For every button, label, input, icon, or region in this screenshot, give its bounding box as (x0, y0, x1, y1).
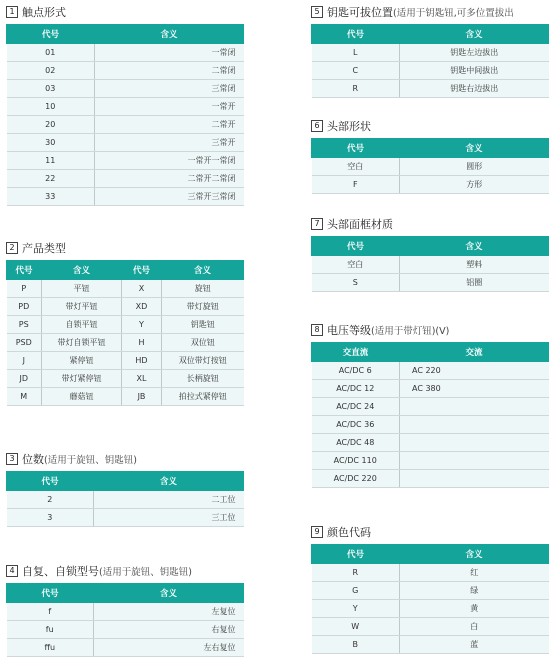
table-row (312, 564, 549, 582)
table-cell: J (7, 352, 42, 370)
table-row (312, 274, 549, 292)
table-header-row (7, 472, 244, 491)
table-cell: 旋钮 (162, 280, 244, 298)
section-positions (6, 451, 244, 527)
table-row (312, 44, 549, 62)
column-header: 交直流 (312, 343, 400, 362)
table-cell: 二常开二常闭 (95, 170, 244, 188)
table-cell: 紧停钮 (42, 352, 122, 370)
table-cell: 钥匙钮 (162, 316, 244, 334)
section-number: 2 (6, 242, 18, 254)
table-row (7, 509, 244, 527)
section-number: 9 (311, 526, 323, 538)
return-lock-table (6, 583, 244, 657)
section-note: (适用于钥匙钮,可多位置拔出 (393, 8, 514, 19)
table-cell: XD (122, 298, 162, 316)
table-cell: JD (7, 370, 42, 388)
table-cell: H (122, 334, 162, 352)
table-cell: 平钮 (42, 280, 122, 298)
table-cell: 10 (7, 98, 95, 116)
product-type-table (6, 260, 244, 406)
table-cell: 30 (7, 134, 95, 152)
table-cell (400, 398, 549, 416)
table-cell: 方形 (400, 176, 549, 194)
table-row (7, 370, 244, 388)
column-header: 代号 (122, 261, 162, 280)
table-cell: 右复位 (94, 621, 244, 639)
section-note: (适用于带灯钮)(V) (371, 326, 450, 337)
table-cell: F (312, 176, 400, 194)
table-cell: 钥匙右边拔出 (400, 80, 549, 98)
table-row (312, 636, 549, 654)
table-cell (400, 452, 549, 470)
table-cell: 空白 (312, 256, 400, 274)
section-title: 颜色代码 (327, 526, 371, 539)
table-header-row (7, 25, 244, 44)
table-row (7, 334, 244, 352)
column-header: 含义 (94, 472, 244, 491)
table-header-row (312, 25, 549, 44)
table-cell: HD (122, 352, 162, 370)
table-cell: Y (312, 600, 400, 618)
table-cell: 左右复位 (94, 639, 244, 657)
table-cell: 二常开 (95, 116, 244, 134)
table-cell: PSD (7, 334, 42, 352)
table-cell: 红 (400, 564, 549, 582)
column-header: 含义 (400, 545, 549, 564)
table-cell: 一常开 (95, 98, 244, 116)
table-cell: 一常开一常闭 (95, 152, 244, 170)
column-header: 代号 (7, 25, 95, 44)
table-cell: 黄 (400, 600, 549, 618)
table-cell: 蘑菇钮 (42, 388, 122, 406)
table-cell: 二工位 (94, 491, 244, 509)
section-note: (适用于旋钮、钥匙钮) (44, 455, 137, 466)
section-title: 触点形式 (22, 6, 66, 19)
column-header: 含义 (400, 139, 549, 158)
section-product-type (6, 240, 244, 406)
table-row (7, 316, 244, 334)
column-header: 含义 (162, 261, 244, 280)
table-row (7, 152, 244, 170)
table-row (7, 188, 244, 206)
table-cell: 带灯紧停钮 (42, 370, 122, 388)
table-row (7, 603, 244, 621)
table-cell: AC/DC 36 (312, 416, 400, 434)
table-row (7, 62, 244, 80)
table-row (312, 618, 549, 636)
column-header: 含义 (400, 237, 549, 256)
column-header: 代号 (7, 472, 94, 491)
table-row (312, 416, 549, 434)
table-row (7, 170, 244, 188)
contact-form-table (6, 24, 244, 206)
section-title: 钥匙可拔位置 (327, 6, 393, 19)
table-cell: 带灯自锁平钮 (42, 334, 122, 352)
table-header-row (312, 343, 549, 362)
table-cell: L (312, 44, 400, 62)
table-cell: AC/DC 24 (312, 398, 400, 416)
table-row (312, 600, 549, 618)
table-row (312, 176, 549, 194)
key-removal-table (311, 24, 549, 98)
section-note: (适用于旋钮、钥匙钮) (99, 567, 192, 578)
table-cell: 左复位 (94, 603, 244, 621)
table-row (312, 256, 549, 274)
section-number: 7 (311, 218, 323, 230)
table-cell: 拍拉式紧停钮 (162, 388, 244, 406)
table-row (7, 98, 244, 116)
table-cell: 33 (7, 188, 95, 206)
table-cell: C (312, 62, 400, 80)
table-row (7, 134, 244, 152)
table-cell: AC/DC 48 (312, 434, 400, 452)
table-cell: 二常闭 (95, 62, 244, 80)
table-cell: f (7, 603, 94, 621)
table-cell: AC/DC 6 (312, 362, 400, 380)
section-key-removal (311, 4, 549, 98)
section-title: 电压等级 (327, 324, 371, 337)
table-row (312, 158, 549, 176)
table-row (7, 639, 244, 657)
positions-table (6, 471, 244, 527)
table-cell (400, 470, 549, 488)
color-code-table (311, 544, 549, 654)
table-cell: G (312, 582, 400, 600)
column-header: 代号 (312, 237, 400, 256)
section-number: 8 (311, 324, 323, 336)
table-cell (400, 434, 549, 452)
table-cell: 三工位 (94, 509, 244, 527)
section-number: 1 (6, 6, 18, 18)
section-number: 6 (311, 120, 323, 132)
section-title: 产品类型 (22, 242, 66, 255)
column-header: 含义 (400, 25, 549, 44)
section-number: 4 (6, 565, 18, 577)
table-row (312, 80, 549, 98)
table-cell: 白 (400, 618, 549, 636)
table-cell: AC/DC 110 (312, 452, 400, 470)
table-cell: Y (122, 316, 162, 334)
table-cell: 塑料 (400, 256, 549, 274)
table-cell: PD (7, 298, 42, 316)
section-number: 5 (311, 6, 323, 18)
table-row (7, 44, 244, 62)
table-cell: 22 (7, 170, 95, 188)
table-header-row (312, 545, 549, 564)
table-cell: 带灯平钮 (42, 298, 122, 316)
table-header-row (312, 139, 549, 158)
section-number: 3 (6, 453, 18, 465)
section-title: 头部面框材质 (327, 218, 393, 231)
table-cell: 3 (7, 509, 94, 527)
table-row (7, 621, 244, 639)
table-cell: P (7, 280, 42, 298)
table-cell: R (312, 80, 400, 98)
table-row (7, 352, 244, 370)
table-cell: B (312, 636, 400, 654)
section-color-code (311, 524, 549, 654)
section-title: 位数 (22, 453, 44, 466)
table-cell: 绿 (400, 582, 549, 600)
section-voltage (311, 322, 549, 488)
table-cell: 三常开三常闭 (95, 188, 244, 206)
column-header: 代号 (7, 584, 94, 603)
section-head-shape (311, 118, 549, 194)
table-cell: 铝圈 (400, 274, 549, 292)
table-cell: JB (122, 388, 162, 406)
table-row (312, 398, 549, 416)
table-row (7, 280, 244, 298)
table-row (312, 452, 549, 470)
table-row (7, 491, 244, 509)
section-return-lock (6, 563, 244, 657)
table-cell: 2 (7, 491, 94, 509)
table-cell: 圆形 (400, 158, 549, 176)
table-cell: S (312, 274, 400, 292)
table-cell: XL (122, 370, 162, 388)
table-row (7, 298, 244, 316)
table-cell: 20 (7, 116, 95, 134)
table-cell: AC 380 (400, 380, 549, 398)
table-cell: 三常闭 (95, 80, 244, 98)
table-row (312, 434, 549, 452)
table-cell (400, 416, 549, 434)
table-row (312, 362, 549, 380)
voltage-table (311, 342, 549, 488)
table-row (7, 80, 244, 98)
table-cell: 空白 (312, 158, 400, 176)
table-cell: R (312, 564, 400, 582)
table-cell: ffu (7, 639, 94, 657)
table-cell: 双位钮 (162, 334, 244, 352)
column-header: 代号 (312, 545, 400, 564)
bezel-material-table (311, 236, 549, 292)
table-cell: fu (7, 621, 94, 639)
table-cell: X (122, 280, 162, 298)
table-cell: 一常闭 (95, 44, 244, 62)
table-cell: 蓝 (400, 636, 549, 654)
column-header: 交流 (400, 343, 549, 362)
section-title: 自复、自锁型号 (22, 565, 99, 578)
column-header: 含义 (95, 25, 244, 44)
table-cell: 自锁平钮 (42, 316, 122, 334)
table-cell: 11 (7, 152, 95, 170)
table-cell: 带灯旋钮 (162, 298, 244, 316)
table-cell: 02 (7, 62, 95, 80)
table-header-row (7, 584, 244, 603)
column-header: 代号 (7, 261, 42, 280)
table-cell: 三常开 (95, 134, 244, 152)
section-bezel-material (311, 216, 549, 292)
table-row (7, 388, 244, 406)
table-cell: AC/DC 220 (312, 470, 400, 488)
column-header: 代号 (312, 25, 400, 44)
table-cell: AC/DC 12 (312, 380, 400, 398)
table-row (312, 62, 549, 80)
table-header-row (7, 261, 244, 280)
table-cell: 双位带灯按钮 (162, 352, 244, 370)
table-cell: 03 (7, 80, 95, 98)
column-header: 代号 (312, 139, 400, 158)
table-row (312, 380, 549, 398)
section-title: 头部形状 (327, 120, 371, 133)
table-cell: AC 220 (400, 362, 549, 380)
table-cell: 钥匙中间拔出 (400, 62, 549, 80)
table-cell: 钥匙左边拔出 (400, 44, 549, 62)
table-header-row (312, 237, 549, 256)
table-cell: 01 (7, 44, 95, 62)
table-cell: PS (7, 316, 42, 334)
head-shape-table (311, 138, 549, 194)
table-row (312, 470, 549, 488)
table-row (312, 582, 549, 600)
section-contact-form (6, 4, 244, 206)
table-cell: W (312, 618, 400, 636)
column-header: 含义 (94, 584, 244, 603)
column-header: 含义 (42, 261, 122, 280)
table-cell: M (7, 388, 42, 406)
table-cell: 长柄旋钮 (162, 370, 244, 388)
table-row (7, 116, 244, 134)
